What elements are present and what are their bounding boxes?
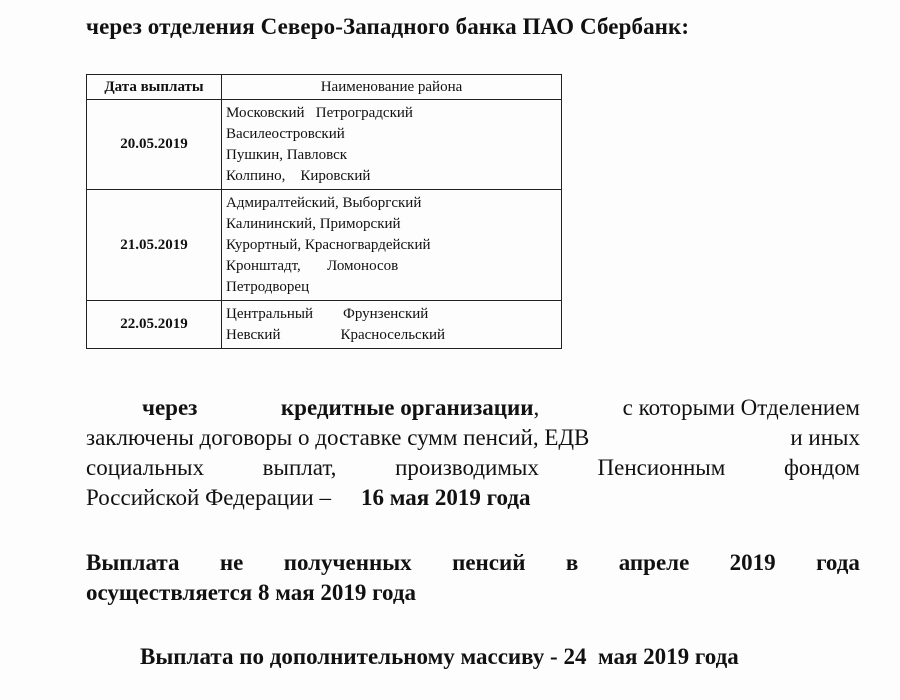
column-header-date: Дата выплаты [87, 75, 222, 100]
payment-date: 20.05.2019 [87, 100, 222, 190]
table-row [87, 100, 562, 190]
paragraph-word: Выплата [86, 550, 180, 575]
paragraph-word: в [565, 550, 579, 575]
paragraph-word: полученных [283, 550, 412, 575]
paragraph-line: осуществляется 8 мая 2019 года [86, 580, 417, 605]
paragraph-phrase: Российской Федерации – [86, 485, 331, 510]
paragraph-line [86, 423, 860, 453]
district-list [222, 301, 562, 349]
paragraph-phrase: заключены договоры о доставке сумм пенсий, ЕДВ [86, 425, 590, 450]
table-row [87, 301, 562, 349]
paragraph-line [86, 453, 860, 483]
column-header-district: Наименование района [222, 75, 562, 100]
district-line: Адмиралтейский, Выборгский [226, 195, 422, 211]
extra-payment-line: Выплата по дополнительному массиву - 24 мая 2019 года [140, 644, 739, 669]
credit-organizations-paragraph [86, 393, 860, 513]
section-heading: через отделения Северо-Западного банка ПАО Сбербанк: [86, 14, 690, 39]
unpaid-pensions-paragraph [86, 548, 860, 608]
paragraph-word: через [142, 395, 198, 420]
paragraph-phrase: и иных [790, 425, 860, 450]
paragraph-line [86, 548, 860, 578]
credit-organizations-term: кредитные организации [280, 395, 534, 420]
paragraph-word: года [816, 550, 860, 575]
table-header-row [87, 75, 562, 100]
paragraph-phrase [281, 393, 539, 423]
district-line: Невский Красносельский [226, 327, 446, 343]
payment-date: 21.05.2019 [87, 190, 222, 301]
district-list [222, 100, 562, 190]
paragraph-line [86, 483, 860, 513]
paragraph-line [86, 393, 860, 423]
paragraph-word: производимых [395, 455, 539, 480]
table-row [87, 190, 562, 301]
paragraph-phrase: с которыми Отделением [622, 395, 860, 420]
payment-schedule-table [86, 74, 562, 349]
paragraph-word: Пенсионным [597, 455, 726, 480]
district-line: Курортный, Красногвардейский [226, 237, 431, 253]
paragraph-word: социальных [86, 455, 204, 480]
district-line: Калининский, Приморский [226, 216, 401, 232]
comma: , [533, 395, 540, 420]
district-line: Кронштадт, Ломоносов [226, 258, 399, 274]
district-line: Петродворец [226, 279, 310, 295]
paragraph-word: фондом [783, 455, 860, 480]
district-line: Московский Петроградский [226, 105, 413, 121]
district-line: Центральный Фрунзенский [226, 306, 429, 322]
district-list [222, 190, 562, 301]
paragraph-word: пенсий [452, 550, 526, 575]
district-line: Колпино, Кировский [226, 168, 371, 184]
credit-payment-date: 16 мая 2019 года [360, 485, 531, 510]
payment-date: 22.05.2019 [87, 301, 222, 349]
paragraph-word: апреле [618, 550, 690, 575]
paragraph-word: не [219, 550, 244, 575]
paragraph-word: выплат, [262, 455, 337, 480]
paragraph-word: 2019 [729, 550, 776, 575]
district-line: Пушкин, Павловск [226, 147, 348, 163]
district-line: Василеостровский [226, 126, 345, 142]
